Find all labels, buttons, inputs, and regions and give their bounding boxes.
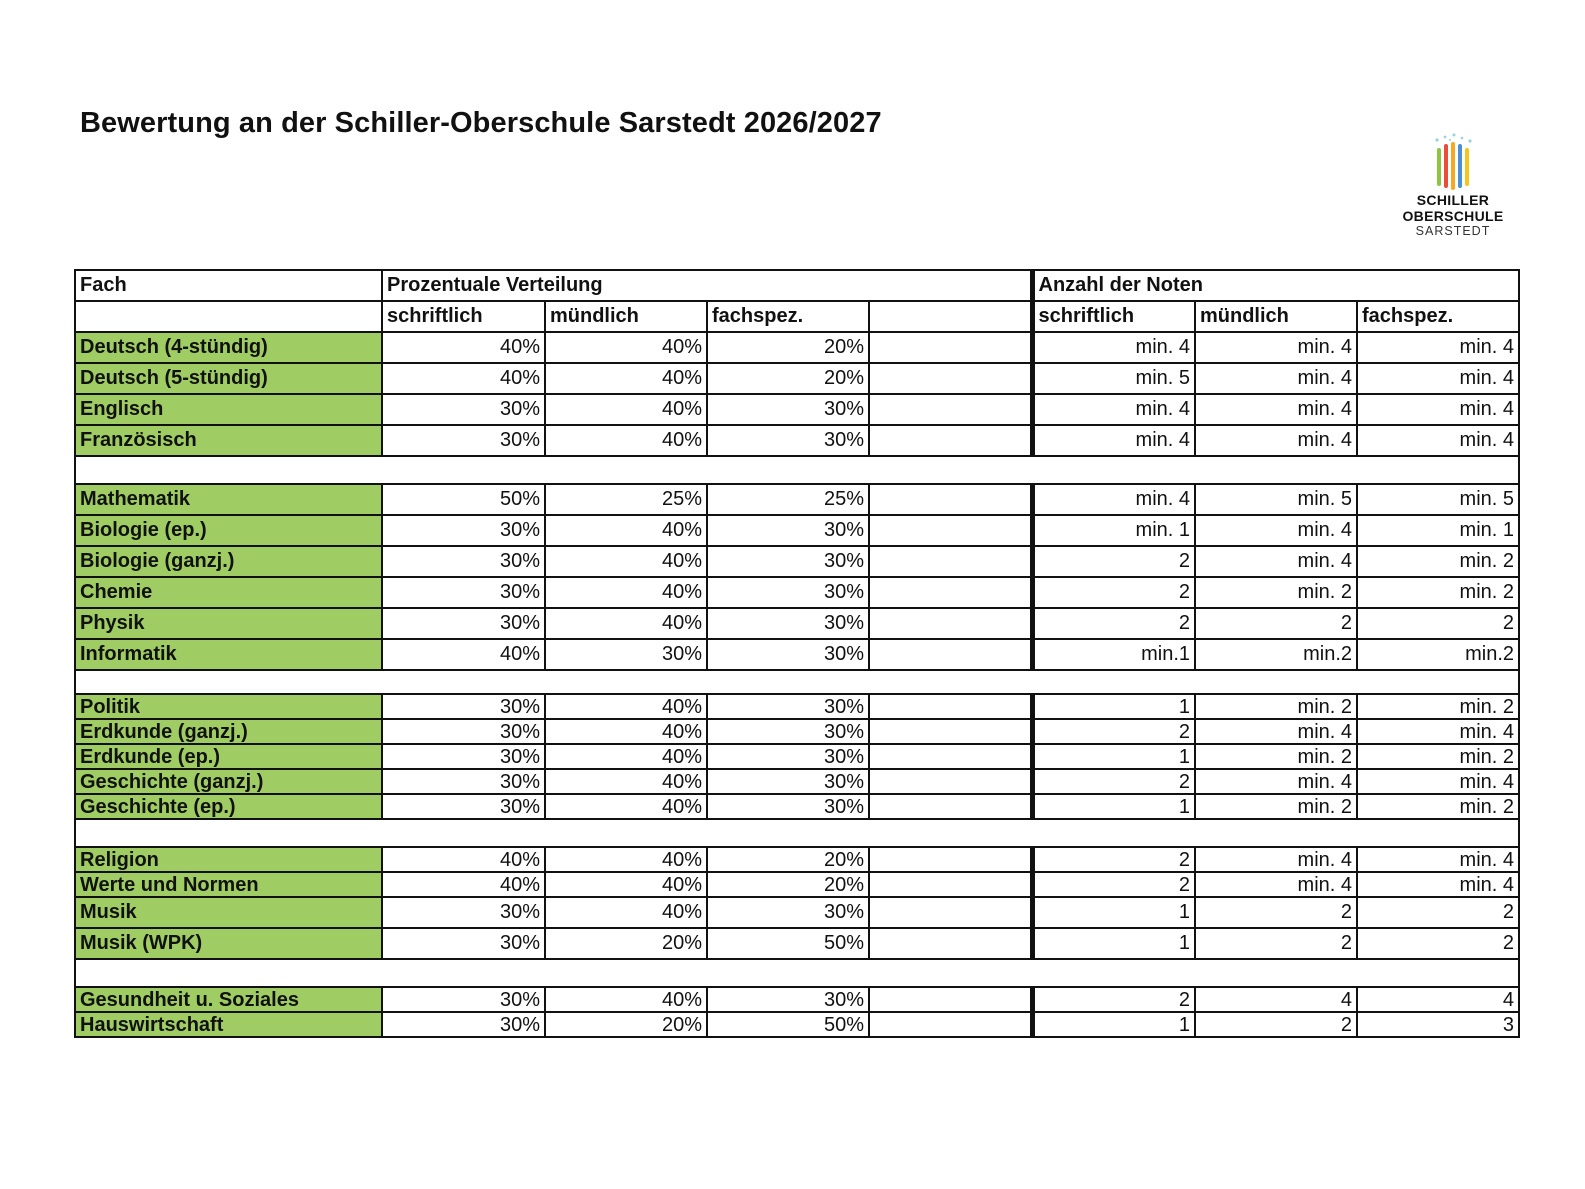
percent-muendlich-cell: 40% [545, 546, 707, 577]
count-muendlich-cell: min. 4 [1195, 394, 1357, 425]
percent-fachspez-cell: 30% [707, 694, 869, 719]
subject-cell: Politik [75, 694, 382, 719]
percent-fachspez-cell: 20% [707, 332, 869, 363]
count-muendlich-cell: min. 4 [1195, 363, 1357, 394]
count-fachspez-cell: min. 5 [1357, 484, 1519, 515]
count-fachspez-cell: 2 [1357, 608, 1519, 639]
percent-schriftlich-cell: 40% [382, 363, 545, 394]
empty-cell [869, 897, 1032, 928]
percent-fachspez-cell: 30% [707, 639, 869, 670]
count-muendlich-cell: min. 2 [1195, 744, 1357, 769]
count-fachspez-cell: min.2 [1357, 639, 1519, 670]
count-fachspez-cell: min. 4 [1357, 769, 1519, 794]
subject-cell: Französisch [75, 425, 382, 456]
table-row [75, 794, 1519, 819]
logo-text-line2: OBERSCHULE [1402, 208, 1504, 224]
count-schriftlich-cell: 2 [1032, 872, 1195, 897]
table-row [75, 719, 1519, 744]
count-muendlich-cell: min. 2 [1195, 577, 1357, 608]
header-fachspez: fachspez. [707, 301, 869, 332]
count-fachspez-cell: 4 [1357, 987, 1519, 1012]
percent-muendlich-cell: 20% [545, 928, 707, 959]
percent-fachspez-cell: 50% [707, 928, 869, 959]
table-row [75, 363, 1519, 394]
count-muendlich-cell: min. 4 [1195, 719, 1357, 744]
percent-fachspez-cell: 30% [707, 394, 869, 425]
percent-muendlich-cell: 40% [545, 425, 707, 456]
subject-cell: Chemie [75, 577, 382, 608]
percent-muendlich-cell: 40% [545, 694, 707, 719]
count-schriftlich-cell: min. 1 [1032, 515, 1195, 546]
subject-cell: Musik (WPK) [75, 928, 382, 959]
percent-fachspez-cell: 30% [707, 719, 869, 744]
count-schriftlich-cell: 2 [1032, 577, 1195, 608]
table-row [75, 577, 1519, 608]
table-row [75, 847, 1519, 872]
percent-muendlich-cell: 40% [545, 847, 707, 872]
header-prozentuale-verteilung: Prozentuale Verteilung [382, 270, 1032, 301]
subject-cell: Hauswirtschaft [75, 1012, 382, 1037]
header-empty [75, 301, 382, 332]
table-row [75, 897, 1519, 928]
percent-schriftlich-cell: 40% [382, 639, 545, 670]
percent-schriftlich-cell: 40% [382, 872, 545, 897]
subject-cell: Deutsch (4-stündig) [75, 332, 382, 363]
empty-cell [869, 608, 1032, 639]
percent-schriftlich-cell: 30% [382, 394, 545, 425]
empty-cell [869, 794, 1032, 819]
percent-fachspez-cell: 25% [707, 484, 869, 515]
count-schriftlich-cell: 2 [1032, 847, 1195, 872]
percent-schriftlich-cell: 30% [382, 987, 545, 1012]
percent-muendlich-cell: 40% [545, 744, 707, 769]
percent-muendlich-cell: 25% [545, 484, 707, 515]
percent-schriftlich-cell: 40% [382, 847, 545, 872]
percent-muendlich-cell: 40% [545, 577, 707, 608]
count-schriftlich-cell: 1 [1032, 694, 1195, 719]
percent-fachspez-cell: 30% [707, 744, 869, 769]
empty-cell [869, 425, 1032, 456]
empty-cell [869, 1012, 1032, 1037]
count-schriftlich-cell: 1 [1032, 897, 1195, 928]
count-muendlich-cell: 2 [1195, 1012, 1357, 1037]
table-row [75, 608, 1519, 639]
percent-muendlich-cell: 40% [545, 332, 707, 363]
subject-cell: Biologie (ganzj.) [75, 546, 382, 577]
percent-muendlich-cell: 40% [545, 719, 707, 744]
count-fachspez-cell: min. 4 [1357, 394, 1519, 425]
subject-cell: Englisch [75, 394, 382, 425]
count-muendlich-cell: min. 4 [1195, 769, 1357, 794]
subject-cell: Erdkunde (ep.) [75, 744, 382, 769]
percent-muendlich-cell: 40% [545, 608, 707, 639]
subject-cell: Informatik [75, 639, 382, 670]
count-schriftlich-cell: 2 [1032, 987, 1195, 1012]
percent-muendlich-cell: 40% [545, 987, 707, 1012]
empty-cell [869, 639, 1032, 670]
count-muendlich-cell: min. 4 [1195, 425, 1357, 456]
table-row [75, 394, 1519, 425]
empty-cell [869, 546, 1032, 577]
count-muendlich-cell: min. 2 [1195, 794, 1357, 819]
empty-cell [869, 332, 1032, 363]
group-spacer [75, 959, 1519, 987]
empty-cell [869, 363, 1032, 394]
subject-cell: Geschichte (ep.) [75, 794, 382, 819]
count-muendlich-cell: min. 4 [1195, 515, 1357, 546]
header-muendlich: mündlich [545, 301, 707, 332]
percent-fachspez-cell: 50% [707, 1012, 869, 1037]
subject-cell: Physik [75, 608, 382, 639]
group-spacer-row [75, 819, 1519, 847]
percent-schriftlich-cell: 30% [382, 794, 545, 819]
page-title: Bewertung an der Schiller-Oberschule Sarstedt 2026/2027 [80, 107, 882, 139]
count-schriftlich-cell: 1 [1032, 794, 1195, 819]
count-fachspez-cell: min. 4 [1357, 719, 1519, 744]
header-empty [869, 301, 1032, 332]
count-fachspez-cell: min. 4 [1357, 332, 1519, 363]
count-fachspez-cell: min. 2 [1357, 744, 1519, 769]
count-muendlich-cell: 4 [1195, 987, 1357, 1012]
table-row [75, 1012, 1519, 1037]
table-row [75, 694, 1519, 719]
percent-fachspez-cell: 30% [707, 425, 869, 456]
subject-cell: Gesundheit u. Soziales [75, 987, 382, 1012]
count-schriftlich-cell: 1 [1032, 928, 1195, 959]
count-schriftlich-cell: 2 [1032, 769, 1195, 794]
count-fachspez-cell: min. 4 [1357, 847, 1519, 872]
count-schriftlich-cell: 2 [1032, 546, 1195, 577]
count-schriftlich-cell: min. 4 [1032, 332, 1195, 363]
grading-table [74, 269, 1520, 1038]
logo-stripes-icon [1423, 132, 1483, 192]
percent-schriftlich-cell: 30% [382, 546, 545, 577]
percent-muendlich-cell: 40% [545, 363, 707, 394]
percent-muendlich-cell: 20% [545, 1012, 707, 1037]
percent-fachspez-cell: 30% [707, 897, 869, 928]
empty-cell [869, 769, 1032, 794]
table-row [75, 744, 1519, 769]
percent-muendlich-cell: 30% [545, 639, 707, 670]
empty-cell [869, 987, 1032, 1012]
subject-cell: Religion [75, 847, 382, 872]
group-spacer-row [75, 670, 1519, 694]
count-fachspez-cell: min. 4 [1357, 363, 1519, 394]
count-muendlich-cell: min. 5 [1195, 484, 1357, 515]
subject-cell: Musik [75, 897, 382, 928]
table-row [75, 928, 1519, 959]
empty-cell [869, 577, 1032, 608]
count-schriftlich-cell: min. 4 [1032, 394, 1195, 425]
percent-schriftlich-cell: 30% [382, 694, 545, 719]
count-fachspez-cell: min. 1 [1357, 515, 1519, 546]
percent-fachspez-cell: 30% [707, 608, 869, 639]
group-spacer [75, 456, 1519, 484]
group-spacer [75, 670, 1519, 694]
percent-fachspez-cell: 30% [707, 577, 869, 608]
count-schriftlich-cell: min. 4 [1032, 484, 1195, 515]
table-row [75, 425, 1519, 456]
header-anzahl-muendlich: mündlich [1195, 301, 1357, 332]
count-muendlich-cell: min. 4 [1195, 546, 1357, 577]
logo-text-line1: SCHILLER [1416, 192, 1490, 208]
empty-cell [869, 744, 1032, 769]
percent-muendlich-cell: 40% [545, 515, 707, 546]
count-schriftlich-cell: min. 4 [1032, 425, 1195, 456]
subject-cell: Werte und Normen [75, 872, 382, 897]
count-schriftlich-cell: 2 [1032, 719, 1195, 744]
count-fachspez-cell: min. 2 [1357, 546, 1519, 577]
count-muendlich-cell: min. 4 [1195, 872, 1357, 897]
header-anzahl-der-noten: Anzahl der Noten [1032, 270, 1519, 301]
count-fachspez-cell: min. 4 [1357, 425, 1519, 456]
percent-fachspez-cell: 20% [707, 872, 869, 897]
table-row [75, 769, 1519, 794]
header-schriftlich: schriftlich [382, 301, 545, 332]
percent-schriftlich-cell: 30% [382, 577, 545, 608]
percent-muendlich-cell: 40% [545, 769, 707, 794]
percent-fachspez-cell: 30% [707, 794, 869, 819]
header-fach: Fach [75, 270, 382, 301]
count-muendlich-cell: min. 2 [1195, 694, 1357, 719]
table-row [75, 332, 1519, 363]
percent-fachspez-cell: 30% [707, 769, 869, 794]
percent-fachspez-cell: 20% [707, 847, 869, 872]
subject-cell: Mathematik [75, 484, 382, 515]
subject-cell: Biologie (ep.) [75, 515, 382, 546]
empty-cell [869, 847, 1032, 872]
percent-schriftlich-cell: 30% [382, 608, 545, 639]
percent-schriftlich-cell: 30% [382, 928, 545, 959]
count-muendlich-cell: 2 [1195, 897, 1357, 928]
count-muendlich-cell: min. 4 [1195, 847, 1357, 872]
group-spacer-row [75, 456, 1519, 484]
count-fachspez-cell: 2 [1357, 928, 1519, 959]
count-muendlich-cell: min. 4 [1195, 332, 1357, 363]
percent-fachspez-cell: 20% [707, 363, 869, 394]
percent-muendlich-cell: 40% [545, 872, 707, 897]
percent-fachspez-cell: 30% [707, 515, 869, 546]
empty-cell [869, 719, 1032, 744]
count-schriftlich-cell: 1 [1032, 1012, 1195, 1037]
count-fachspez-cell: min. 2 [1357, 577, 1519, 608]
empty-cell [869, 484, 1032, 515]
table-row [75, 987, 1519, 1012]
logo-text-line3: SARSTEDT [1415, 224, 1491, 238]
table-row [75, 515, 1519, 546]
count-schriftlich-cell: 1 [1032, 744, 1195, 769]
percent-muendlich-cell: 40% [545, 394, 707, 425]
percent-schriftlich-cell: 30% [382, 769, 545, 794]
header-row-1 [75, 270, 1519, 301]
count-fachspez-cell: min. 2 [1357, 694, 1519, 719]
empty-cell [869, 515, 1032, 546]
count-muendlich-cell: min.2 [1195, 639, 1357, 670]
percent-schriftlich-cell: 30% [382, 1012, 545, 1037]
percent-schriftlich-cell: 30% [382, 515, 545, 546]
header-anzahl-fachspez: fachspez. [1357, 301, 1519, 332]
header-anzahl-schriftlich: schriftlich [1032, 301, 1195, 332]
count-schriftlich-cell: min.1 [1032, 639, 1195, 670]
percent-fachspez-cell: 30% [707, 987, 869, 1012]
subject-cell: Geschichte (ganzj.) [75, 769, 382, 794]
percent-muendlich-cell: 40% [545, 794, 707, 819]
empty-cell [869, 394, 1032, 425]
percent-schriftlich-cell: 40% [382, 332, 545, 363]
count-schriftlich-cell: 2 [1032, 608, 1195, 639]
group-spacer [75, 819, 1519, 847]
table-row [75, 546, 1519, 577]
empty-cell [869, 928, 1032, 959]
percent-muendlich-cell: 40% [545, 897, 707, 928]
group-spacer-row [75, 959, 1519, 987]
count-schriftlich-cell: min. 5 [1032, 363, 1195, 394]
empty-cell [869, 694, 1032, 719]
count-fachspez-cell: min. 4 [1357, 872, 1519, 897]
percent-schriftlich-cell: 30% [382, 719, 545, 744]
school-logo [1398, 132, 1508, 244]
count-muendlich-cell: 2 [1195, 608, 1357, 639]
percent-schriftlich-cell: 50% [382, 484, 545, 515]
table-row [75, 484, 1519, 515]
count-fachspez-cell: 2 [1357, 897, 1519, 928]
table-row [75, 872, 1519, 897]
count-muendlich-cell: 2 [1195, 928, 1357, 959]
percent-schriftlich-cell: 30% [382, 425, 545, 456]
percent-schriftlich-cell: 30% [382, 897, 545, 928]
percent-schriftlich-cell: 30% [382, 744, 545, 769]
header-row-2 [75, 301, 1519, 332]
percent-fachspez-cell: 30% [707, 546, 869, 577]
subject-cell: Erdkunde (ganzj.) [75, 719, 382, 744]
subject-cell: Deutsch (5-stündig) [75, 363, 382, 394]
count-fachspez-cell: min. 2 [1357, 794, 1519, 819]
empty-cell [869, 872, 1032, 897]
table-row [75, 639, 1519, 670]
count-fachspez-cell: 3 [1357, 1012, 1519, 1037]
